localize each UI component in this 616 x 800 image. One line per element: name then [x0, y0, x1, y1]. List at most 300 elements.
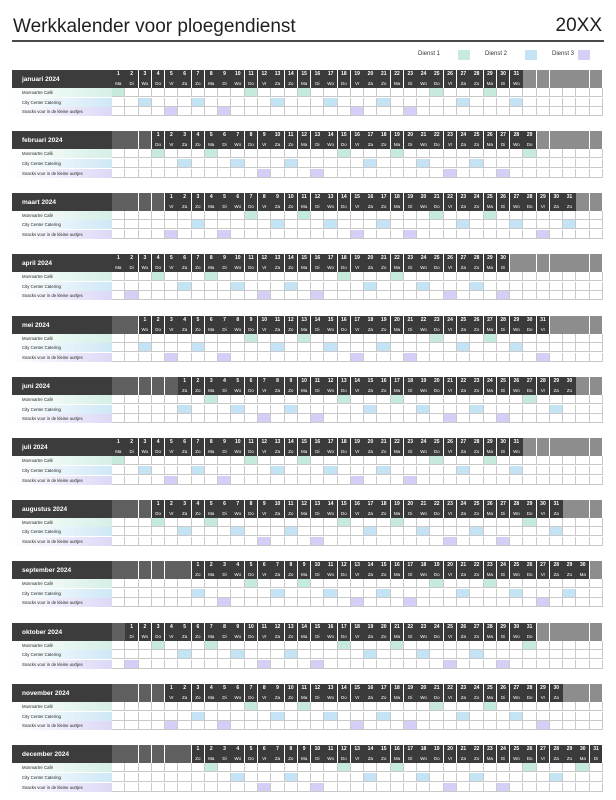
shift-cell[interactable]	[112, 282, 125, 291]
shift-cell[interactable]	[364, 773, 377, 782]
shift-cell[interactable]	[377, 282, 390, 291]
shift-cell[interactable]	[444, 159, 457, 168]
shift-cell[interactable]	[231, 230, 244, 239]
shift-cell[interactable]	[125, 476, 138, 485]
shift-cell[interactable]	[258, 395, 271, 404]
shift-cell[interactable]	[484, 220, 497, 229]
shift-cell[interactable]	[231, 579, 244, 588]
shift-cell[interactable]	[112, 88, 125, 97]
shift-cell[interactable]	[457, 476, 470, 485]
shift-cell[interactable]	[311, 353, 324, 362]
shift-cell[interactable]	[271, 353, 284, 362]
shift-cell[interactable]	[417, 98, 430, 107]
shift-cell[interactable]	[351, 220, 364, 229]
shift-cell[interactable]	[245, 169, 258, 178]
shift-cell[interactable]	[417, 107, 430, 116]
shift-cell[interactable]	[218, 353, 231, 362]
shift-cell[interactable]	[391, 405, 404, 414]
shift-cell[interactable]	[192, 598, 205, 607]
shift-cell[interactable]	[139, 660, 152, 669]
shift-cell[interactable]	[218, 107, 231, 116]
shift-cell[interactable]	[324, 702, 337, 711]
shift-cell[interactable]	[165, 712, 178, 721]
shift-cell[interactable]	[338, 518, 351, 527]
shift-cell[interactable]	[550, 527, 563, 536]
shift-cell[interactable]	[510, 414, 523, 423]
shift-cell[interactable]	[271, 334, 284, 343]
shift-cell[interactable]	[484, 98, 497, 107]
shift-cell[interactable]	[152, 660, 165, 669]
shift-cell[interactable]	[537, 579, 550, 588]
shift-cell[interactable]	[205, 159, 218, 168]
shift-cell[interactable]	[338, 579, 351, 588]
shift-cell[interactable]	[285, 88, 298, 97]
shift-cell[interactable]	[338, 98, 351, 107]
shift-cell[interactable]	[245, 518, 258, 527]
shift-cell[interactable]	[404, 211, 417, 220]
shift-cell[interactable]	[497, 282, 510, 291]
shift-cell[interactable]	[218, 712, 231, 721]
shift-cell[interactable]	[178, 107, 191, 116]
shift-cell[interactable]	[285, 702, 298, 711]
shift-cell[interactable]	[351, 537, 364, 546]
shift-cell[interactable]	[484, 282, 497, 291]
shift-cell[interactable]	[430, 783, 443, 792]
shift-cell[interactable]	[271, 702, 284, 711]
shift-cell[interactable]	[338, 660, 351, 669]
shift-cell[interactable]	[351, 88, 364, 97]
shift-cell[interactable]	[298, 272, 311, 281]
shift-cell[interactable]	[311, 650, 324, 659]
shift-cell[interactable]	[338, 230, 351, 239]
shift-cell[interactable]	[417, 272, 430, 281]
shift-cell[interactable]	[165, 518, 178, 527]
shift-cell[interactable]	[537, 220, 550, 229]
shift-cell[interactable]	[510, 518, 523, 527]
shift-cell[interactable]	[364, 783, 377, 792]
shift-cell[interactable]	[470, 650, 483, 659]
shift-cell[interactable]	[364, 527, 377, 536]
shift-cell[interactable]	[205, 579, 218, 588]
shift-cell[interactable]	[444, 88, 457, 97]
shift-cell[interactable]	[470, 149, 483, 158]
shift-cell[interactable]	[298, 334, 311, 343]
shift-cell[interactable]	[470, 660, 483, 669]
shift-cell[interactable]	[298, 395, 311, 404]
shift-cell[interactable]	[404, 291, 417, 300]
shift-cell[interactable]	[271, 159, 284, 168]
shift-cell[interactable]	[139, 343, 152, 352]
shift-cell[interactable]	[391, 650, 404, 659]
shift-cell[interactable]	[550, 230, 563, 239]
shift-cell[interactable]	[338, 149, 351, 158]
shift-cell[interactable]	[178, 518, 191, 527]
shift-cell[interactable]	[258, 282, 271, 291]
shift-cell[interactable]	[484, 537, 497, 546]
shift-cell[interactable]	[457, 211, 470, 220]
shift-cell[interactable]	[391, 159, 404, 168]
shift-cell[interactable]	[444, 414, 457, 423]
shift-cell[interactable]	[510, 107, 523, 116]
shift-cell[interactable]	[351, 783, 364, 792]
shift-cell[interactable]	[430, 282, 443, 291]
shift-cell[interactable]	[377, 650, 390, 659]
shift-cell[interactable]	[311, 230, 324, 239]
shift-cell[interactable]	[205, 518, 218, 527]
shift-cell[interactable]	[563, 589, 576, 598]
shift-cell[interactable]	[205, 169, 218, 178]
shift-cell[interactable]	[165, 291, 178, 300]
shift-cell[interactable]	[377, 395, 390, 404]
shift-cell[interactable]	[258, 773, 271, 782]
shift-cell[interactable]	[510, 702, 523, 711]
shift-cell[interactable]	[271, 98, 284, 107]
shift-cell[interactable]	[231, 272, 244, 281]
shift-cell[interactable]	[391, 527, 404, 536]
shift-cell[interactable]	[311, 334, 324, 343]
shift-cell[interactable]	[523, 589, 536, 598]
shift-cell[interactable]	[457, 712, 470, 721]
shift-cell[interactable]	[125, 98, 138, 107]
shift-cell[interactable]	[245, 282, 258, 291]
shift-cell[interactable]	[391, 291, 404, 300]
shift-cell[interactable]	[152, 456, 165, 465]
shift-cell[interactable]	[430, 702, 443, 711]
shift-cell[interactable]	[205, 783, 218, 792]
shift-cell[interactable]	[417, 395, 430, 404]
shift-cell[interactable]	[165, 660, 178, 669]
shift-cell[interactable]	[430, 220, 443, 229]
shift-cell[interactable]	[470, 518, 483, 527]
shift-cell[interactable]	[351, 98, 364, 107]
shift-cell[interactable]	[139, 88, 152, 97]
shift-cell[interactable]	[430, 641, 443, 650]
shift-cell[interactable]	[404, 282, 417, 291]
shift-cell[interactable]	[139, 353, 152, 362]
shift-cell[interactable]	[338, 598, 351, 607]
shift-cell[interactable]	[218, 456, 231, 465]
shift-cell[interactable]	[404, 527, 417, 536]
shift-cell[interactable]	[258, 405, 271, 414]
shift-cell[interactable]	[576, 589, 589, 598]
shift-cell[interactable]	[377, 272, 390, 281]
shift-cell[interactable]	[231, 414, 244, 423]
shift-cell[interactable]	[351, 405, 364, 414]
shift-cell[interactable]	[298, 518, 311, 527]
shift-cell[interactable]	[377, 589, 390, 598]
shift-cell[interactable]	[351, 169, 364, 178]
shift-cell[interactable]	[404, 641, 417, 650]
shift-cell[interactable]	[298, 773, 311, 782]
shift-cell[interactable]	[285, 589, 298, 598]
shift-cell[interactable]	[192, 220, 205, 229]
shift-cell[interactable]	[444, 783, 457, 792]
shift-cell[interactable]	[417, 149, 430, 158]
shift-cell[interactable]	[218, 291, 231, 300]
shift-cell[interactable]	[470, 773, 483, 782]
shift-cell[interactable]	[311, 405, 324, 414]
shift-cell[interactable]	[218, 527, 231, 536]
shift-cell[interactable]	[470, 466, 483, 475]
shift-cell[interactable]	[404, 395, 417, 404]
shift-cell[interactable]	[165, 159, 178, 168]
shift-cell[interactable]	[338, 537, 351, 546]
shift-cell[interactable]	[523, 660, 536, 669]
shift-cell[interactable]	[523, 783, 536, 792]
shift-cell[interactable]	[417, 230, 430, 239]
shift-cell[interactable]	[576, 579, 589, 588]
shift-cell[interactable]	[484, 414, 497, 423]
shift-cell[interactable]	[165, 537, 178, 546]
shift-cell[interactable]	[178, 230, 191, 239]
shift-cell[interactable]	[417, 353, 430, 362]
shift-cell[interactable]	[311, 291, 324, 300]
shift-cell[interactable]	[192, 518, 205, 527]
shift-cell[interactable]	[192, 272, 205, 281]
shift-cell[interactable]	[218, 149, 231, 158]
shift-cell[interactable]	[510, 712, 523, 721]
shift-cell[interactable]	[218, 660, 231, 669]
shift-cell[interactable]	[258, 598, 271, 607]
shift-cell[interactable]	[258, 149, 271, 158]
shift-cell[interactable]	[470, 537, 483, 546]
shift-cell[interactable]	[285, 230, 298, 239]
shift-cell[interactable]	[417, 291, 430, 300]
shift-cell[interactable]	[192, 343, 205, 352]
shift-cell[interactable]	[523, 334, 536, 343]
shift-cell[interactable]	[192, 282, 205, 291]
shift-cell[interactable]	[338, 334, 351, 343]
shift-cell[interactable]	[497, 395, 510, 404]
shift-cell[interactable]	[245, 579, 258, 588]
shift-cell[interactable]	[510, 641, 523, 650]
shift-cell[interactable]	[444, 291, 457, 300]
shift-cell[interactable]	[178, 211, 191, 220]
shift-cell[interactable]	[377, 702, 390, 711]
shift-cell[interactable]	[444, 537, 457, 546]
shift-cell[interactable]	[497, 783, 510, 792]
shift-cell[interactable]	[258, 230, 271, 239]
shift-cell[interactable]	[231, 641, 244, 650]
shift-cell[interactable]	[523, 518, 536, 527]
shift-cell[interactable]	[285, 220, 298, 229]
shift-cell[interactable]	[152, 537, 165, 546]
shift-cell[interactable]	[192, 763, 205, 772]
shift-cell[interactable]	[430, 149, 443, 158]
shift-cell[interactable]	[404, 702, 417, 711]
shift-cell[interactable]	[364, 763, 377, 772]
shift-cell[interactable]	[338, 169, 351, 178]
shift-cell[interactable]	[470, 763, 483, 772]
shift-cell[interactable]	[245, 456, 258, 465]
shift-cell[interactable]	[231, 702, 244, 711]
shift-cell[interactable]	[537, 334, 550, 343]
shift-cell[interactable]	[377, 98, 390, 107]
shift-cell[interactable]	[285, 537, 298, 546]
shift-cell[interactable]	[338, 343, 351, 352]
shift-cell[interactable]	[457, 220, 470, 229]
shift-cell[interactable]	[576, 773, 589, 782]
shift-cell[interactable]	[231, 88, 244, 97]
shift-cell[interactable]	[404, 660, 417, 669]
shift-cell[interactable]	[205, 107, 218, 116]
shift-cell[interactable]	[550, 598, 563, 607]
shift-cell[interactable]	[444, 149, 457, 158]
shift-cell[interactable]	[192, 353, 205, 362]
shift-cell[interactable]	[311, 579, 324, 588]
shift-cell[interactable]	[457, 395, 470, 404]
shift-cell[interactable]	[351, 518, 364, 527]
shift-cell[interactable]	[444, 702, 457, 711]
shift-cell[interactable]	[324, 230, 337, 239]
shift-cell[interactable]	[231, 220, 244, 229]
shift-cell[interactable]	[523, 537, 536, 546]
shift-cell[interactable]	[205, 98, 218, 107]
shift-cell[interactable]	[205, 456, 218, 465]
shift-cell[interactable]	[364, 598, 377, 607]
shift-cell[interactable]	[417, 211, 430, 220]
shift-cell[interactable]	[205, 220, 218, 229]
shift-cell[interactable]	[470, 353, 483, 362]
shift-cell[interactable]	[205, 88, 218, 97]
shift-cell[interactable]	[165, 220, 178, 229]
shift-cell[interactable]	[231, 466, 244, 475]
shift-cell[interactable]	[271, 405, 284, 414]
shift-cell[interactable]	[165, 641, 178, 650]
shift-cell[interactable]	[165, 88, 178, 97]
shift-cell[interactable]	[231, 456, 244, 465]
shift-cell[interactable]	[165, 282, 178, 291]
shift-cell[interactable]	[497, 476, 510, 485]
shift-cell[interactable]	[364, 159, 377, 168]
shift-cell[interactable]	[391, 334, 404, 343]
shift-cell[interactable]	[391, 282, 404, 291]
shift-cell[interactable]	[324, 537, 337, 546]
shift-cell[interactable]	[271, 149, 284, 158]
shift-cell[interactable]	[245, 220, 258, 229]
shift-cell[interactable]	[205, 763, 218, 772]
shift-cell[interactable]	[484, 712, 497, 721]
shift-cell[interactable]	[258, 98, 271, 107]
shift-cell[interactable]	[324, 211, 337, 220]
shift-cell[interactable]	[258, 712, 271, 721]
shift-cell[interactable]	[417, 343, 430, 352]
shift-cell[interactable]	[231, 282, 244, 291]
shift-cell[interactable]	[470, 405, 483, 414]
shift-cell[interactable]	[338, 650, 351, 659]
shift-cell[interactable]	[484, 466, 497, 475]
shift-cell[interactable]	[576, 763, 589, 772]
shift-cell[interactable]	[245, 650, 258, 659]
shift-cell[interactable]	[417, 712, 430, 721]
shift-cell[interactable]	[192, 589, 205, 598]
shift-cell[interactable]	[139, 466, 152, 475]
shift-cell[interactable]	[205, 282, 218, 291]
shift-cell[interactable]	[178, 395, 191, 404]
shift-cell[interactable]	[510, 773, 523, 782]
shift-cell[interactable]	[271, 272, 284, 281]
shift-cell[interactable]	[218, 414, 231, 423]
shift-cell[interactable]	[258, 343, 271, 352]
shift-cell[interactable]	[139, 272, 152, 281]
shift-cell[interactable]	[231, 773, 244, 782]
shift-cell[interactable]	[258, 107, 271, 116]
shift-cell[interactable]	[192, 712, 205, 721]
shift-cell[interactable]	[285, 291, 298, 300]
shift-cell[interactable]	[271, 169, 284, 178]
shift-cell[interactable]	[205, 466, 218, 475]
shift-cell[interactable]	[125, 282, 138, 291]
shift-cell[interactable]	[245, 353, 258, 362]
shift-cell[interactable]	[311, 660, 324, 669]
shift-cell[interactable]	[152, 107, 165, 116]
shift-cell[interactable]	[417, 405, 430, 414]
shift-cell[interactable]	[417, 334, 430, 343]
shift-cell[interactable]	[391, 660, 404, 669]
shift-cell[interactable]	[377, 476, 390, 485]
shift-cell[interactable]	[364, 476, 377, 485]
shift-cell[interactable]	[351, 641, 364, 650]
shift-cell[interactable]	[523, 641, 536, 650]
shift-cell[interactable]	[218, 537, 231, 546]
shift-cell[interactable]	[178, 660, 191, 669]
shift-cell[interactable]	[563, 579, 576, 588]
shift-cell[interactable]	[231, 169, 244, 178]
shift-cell[interactable]	[271, 282, 284, 291]
shift-cell[interactable]	[298, 589, 311, 598]
shift-cell[interactable]	[351, 589, 364, 598]
shift-cell[interactable]	[404, 149, 417, 158]
shift-cell[interactable]	[590, 773, 603, 782]
shift-cell[interactable]	[311, 763, 324, 772]
shift-cell[interactable]	[245, 537, 258, 546]
shift-cell[interactable]	[364, 721, 377, 730]
shift-cell[interactable]	[497, 702, 510, 711]
shift-cell[interactable]	[404, 537, 417, 546]
shift-cell[interactable]	[510, 456, 523, 465]
shift-cell[interactable]	[510, 537, 523, 546]
shift-cell[interactable]	[470, 291, 483, 300]
shift-cell[interactable]	[231, 343, 244, 352]
shift-cell[interactable]	[404, 414, 417, 423]
shift-cell[interactable]	[457, 230, 470, 239]
shift-cell[interactable]	[377, 527, 390, 536]
shift-cell[interactable]	[391, 721, 404, 730]
shift-cell[interactable]	[510, 211, 523, 220]
shift-cell[interactable]	[218, 589, 231, 598]
shift-cell[interactable]	[218, 783, 231, 792]
shift-cell[interactable]	[457, 589, 470, 598]
shift-cell[interactable]	[285, 721, 298, 730]
shift-cell[interactable]	[391, 537, 404, 546]
shift-cell[interactable]	[231, 107, 244, 116]
shift-cell[interactable]	[245, 291, 258, 300]
shift-cell[interactable]	[484, 230, 497, 239]
shift-cell[interactable]	[470, 598, 483, 607]
shift-cell[interactable]	[245, 721, 258, 730]
shift-cell[interactable]	[470, 230, 483, 239]
shift-cell[interactable]	[338, 702, 351, 711]
shift-cell[interactable]	[311, 159, 324, 168]
shift-cell[interactable]	[497, 773, 510, 782]
shift-cell[interactable]	[510, 334, 523, 343]
shift-cell[interactable]	[192, 783, 205, 792]
shift-cell[interactable]	[139, 98, 152, 107]
shift-cell[interactable]	[178, 527, 191, 536]
shift-cell[interactable]	[218, 169, 231, 178]
shift-cell[interactable]	[377, 107, 390, 116]
shift-cell[interactable]	[271, 518, 284, 527]
